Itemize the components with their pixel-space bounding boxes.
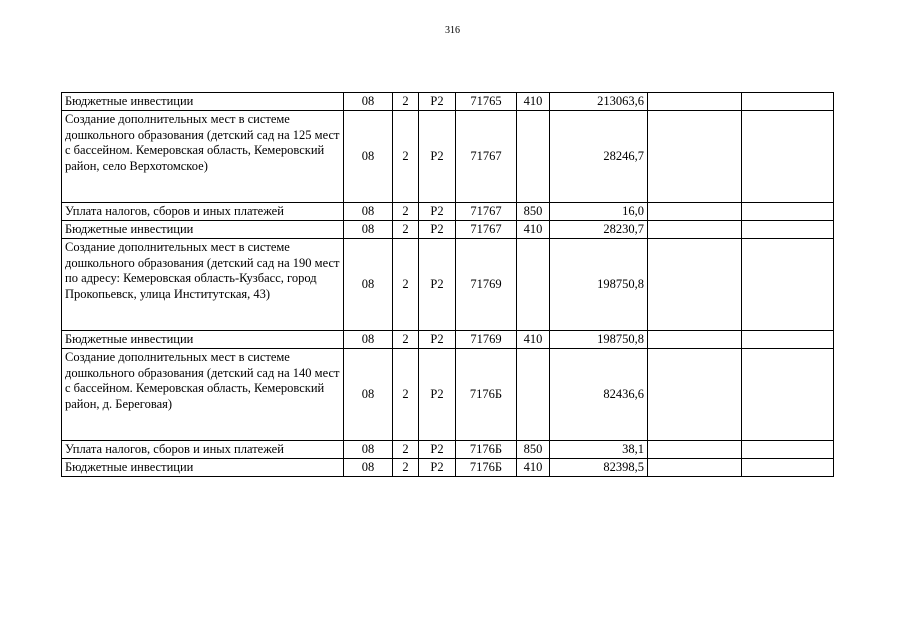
row-subsection: 2: [393, 331, 419, 349]
row-target-code: 7176Б: [456, 459, 517, 477]
row-expense-type: 410: [517, 221, 550, 239]
row-expense-type: 410: [517, 331, 550, 349]
table-row: [62, 93, 834, 111]
row-section: 08: [344, 203, 393, 221]
table-row: [62, 331, 834, 349]
row-name: Создание дополнительных мест в системе дошкольного образования (детский сад на 140 мест с бассейном. Кемеровская область, Кемеровский район, д. Береговая): [62, 349, 344, 441]
row-program: Р2: [419, 203, 456, 221]
row-program: Р2: [419, 111, 456, 203]
table-row: [62, 441, 834, 459]
row-section: 08: [344, 459, 393, 477]
row-extra-2: [742, 111, 834, 203]
table-row: [62, 459, 834, 477]
row-subsection: 2: [393, 239, 419, 331]
row-target-code: 7176Б: [456, 441, 517, 459]
row-section: 08: [344, 349, 393, 441]
table-row: [62, 221, 834, 239]
row-target-code: 71767: [456, 221, 517, 239]
row-section: 08: [344, 111, 393, 203]
row-section: 08: [344, 239, 393, 331]
row-target-code: 71765: [456, 93, 517, 111]
row-program: Р2: [419, 331, 456, 349]
row-program: Р2: [419, 441, 456, 459]
row-program: Р2: [419, 239, 456, 331]
row-name: Уплата налогов, сборов и иных платежей: [62, 441, 344, 459]
row-amount: 38,1: [550, 441, 648, 459]
row-extra-2: [742, 221, 834, 239]
page-number: 316: [445, 25, 460, 36]
row-expense-type: 410: [517, 93, 550, 111]
row-section: 08: [344, 331, 393, 349]
budget-table: [61, 92, 834, 477]
row-amount: 28246,7: [550, 111, 648, 203]
row-name: Бюджетные инвестиции: [62, 221, 344, 239]
row-section: 08: [344, 93, 393, 111]
row-amount: 28230,7: [550, 221, 648, 239]
row-extra-1: [648, 349, 742, 441]
row-expense-type: 410: [517, 459, 550, 477]
row-program: Р2: [419, 349, 456, 441]
row-amount: 82398,5: [550, 459, 648, 477]
table-row: [62, 111, 834, 203]
row-extra-2: [742, 459, 834, 477]
row-expense-type: [517, 111, 550, 203]
row-name: Уплата налогов, сборов и иных платежей: [62, 203, 344, 221]
row-subsection: 2: [393, 459, 419, 477]
row-extra-1: [648, 221, 742, 239]
row-name: Создание дополнительных мест в системе дошкольного образования (детский сад на 125 мест с бассейном. Кемеровская область, Кемеровский район, село Верхотомское): [62, 111, 344, 203]
row-expense-type: 850: [517, 203, 550, 221]
row-name: Создание дополнительных мест в системе дошкольного образования (детский сад на 190 мест по адресу: Кемеровская область-Кузбасс, город Прокопьевск, улица Институтская, 43): [62, 239, 344, 331]
row-extra-1: [648, 203, 742, 221]
table-row: [62, 203, 834, 221]
row-expense-type: 850: [517, 441, 550, 459]
row-extra-1: [648, 239, 742, 331]
row-section: 08: [344, 221, 393, 239]
row-extra-1: [648, 331, 742, 349]
row-expense-type: [517, 239, 550, 331]
row-subsection: 2: [393, 349, 419, 441]
row-amount: 198750,8: [550, 239, 648, 331]
row-target-code: 71767: [456, 111, 517, 203]
row-amount: 213063,6: [550, 93, 648, 111]
row-subsection: 2: [393, 93, 419, 111]
row-target-code: 71769: [456, 331, 517, 349]
row-target-code: 71769: [456, 239, 517, 331]
row-subsection: 2: [393, 111, 419, 203]
row-target-code: 71767: [456, 203, 517, 221]
row-name: Бюджетные инвестиции: [62, 459, 344, 477]
row-extra-2: [742, 239, 834, 331]
row-extra-2: [742, 331, 834, 349]
row-extra-2: [742, 441, 834, 459]
row-expense-type: [517, 349, 550, 441]
row-name: Бюджетные инвестиции: [62, 93, 344, 111]
row-program: Р2: [419, 93, 456, 111]
row-extra-1: [648, 459, 742, 477]
row-extra-2: [742, 93, 834, 111]
row-program: Р2: [419, 221, 456, 239]
row-target-code: 7176Б: [456, 349, 517, 441]
row-extra-2: [742, 349, 834, 441]
row-extra-2: [742, 203, 834, 221]
row-extra-1: [648, 111, 742, 203]
row-extra-1: [648, 441, 742, 459]
row-amount: 16,0: [550, 203, 648, 221]
row-section: 08: [344, 441, 393, 459]
table-row: [62, 349, 834, 441]
row-program: Р2: [419, 459, 456, 477]
row-name: Бюджетные инвестиции: [62, 331, 344, 349]
table-row: [62, 239, 834, 331]
row-amount: 82436,6: [550, 349, 648, 441]
row-subsection: 2: [393, 221, 419, 239]
row-extra-1: [648, 93, 742, 111]
row-subsection: 2: [393, 203, 419, 221]
row-subsection: 2: [393, 441, 419, 459]
row-amount: 198750,8: [550, 331, 648, 349]
